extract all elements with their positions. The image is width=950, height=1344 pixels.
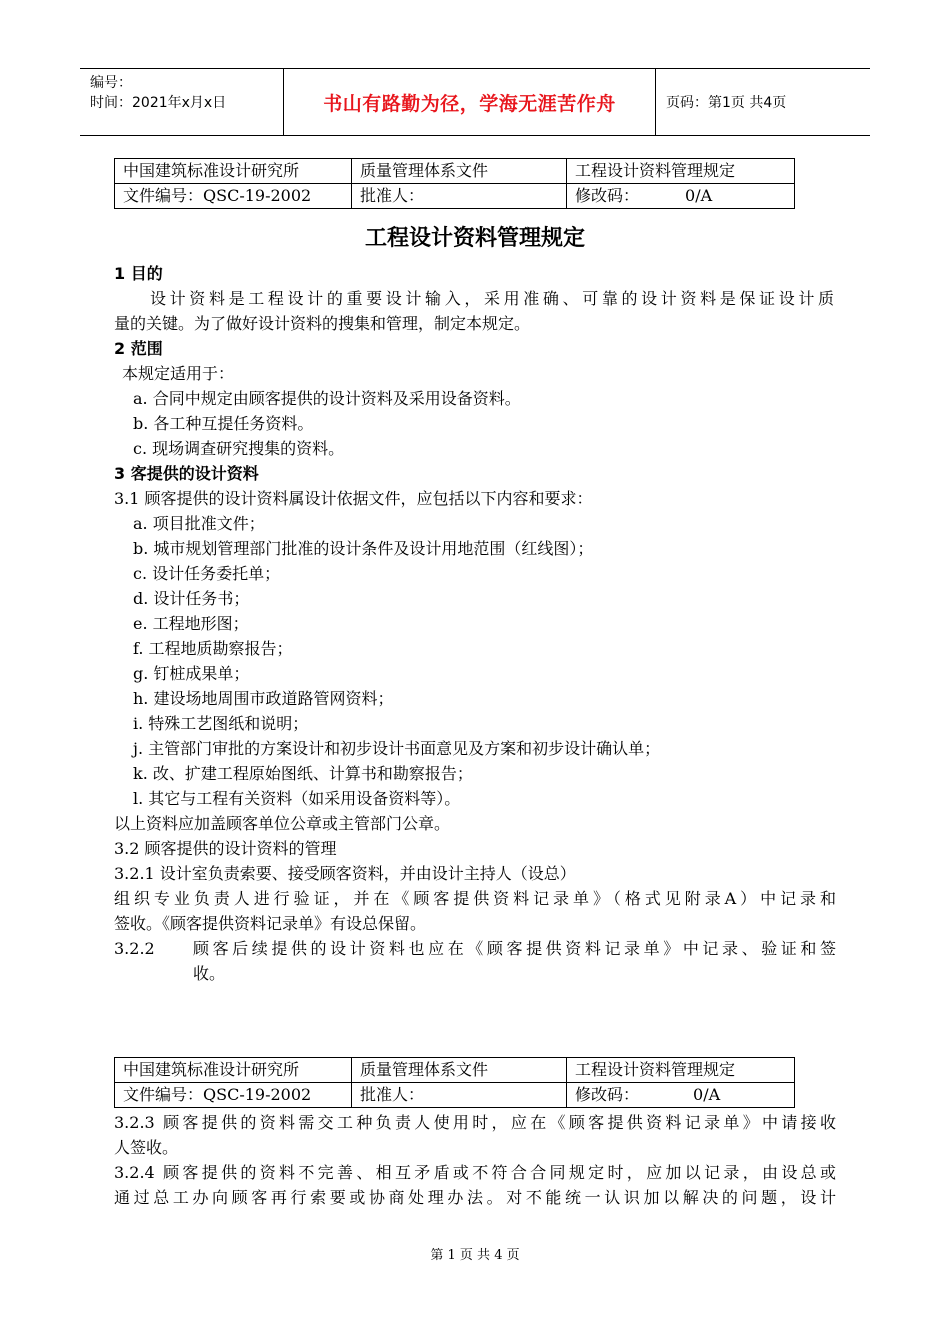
section-heading: 3 客提供的设计资料 — [114, 464, 259, 483]
paragraph-line: 3.2.1 设计室负责索要、接受顾客资料，并由设计主持人（设总） — [114, 864, 576, 883]
doc-number-label: 编号： — [90, 75, 132, 91]
paragraph-line: 3.1 顾客提供的设计资料属设计依据文件，应包括以下内容和要求： — [114, 489, 593, 508]
list-item: c. 设计任务委托单； — [133, 564, 281, 583]
org-cell: 中国建筑标准设计研究所 — [115, 159, 352, 184]
paragraph-line: 人签收。 — [114, 1138, 179, 1157]
list-item: a. 项目批准文件； — [133, 514, 265, 533]
header-divider — [655, 69, 656, 135]
list-item: b. 城市规划管理部门批准的设计条件及设计用地范围（红线图）； — [133, 539, 594, 558]
paragraph-line: 以上资料应加盖顾客单位公章或主管部门公章。 — [114, 814, 451, 833]
system-cell: 质量管理体系文件 — [352, 1058, 567, 1083]
page-footer: 第 1 页 共 4 页 — [430, 1248, 520, 1263]
revision-cell — [567, 1083, 795, 1108]
list-item: j. 主管部门审批的方案设计和初步设计书面意见及方案和初步设计确认单； — [133, 739, 661, 758]
paragraph-line: 收。 — [193, 964, 226, 983]
document-title: 工程设计资料管理规定 — [364, 226, 585, 251]
revision-code: 0/A — [685, 186, 713, 205]
clause-number: 3.2.2 — [114, 939, 155, 958]
list-item: b. 各工种互提任务资料。 — [133, 414, 314, 433]
paragraph-line: 通过总工办向顾客再行索要或协商处理办法。对不能统一认识加以解决的问题，设计 — [114, 1188, 836, 1207]
list-item: h. 建设场地周围市政道路管网资料； — [133, 689, 394, 708]
revision-label: 修改码： — [575, 1085, 640, 1104]
subsection-heading: 3.2 顾客提供的设计资料的管理 — [114, 839, 337, 858]
header-meta — [90, 73, 226, 113]
system-cell: 质量管理体系文件 — [352, 159, 567, 184]
revision-label: 修改码： — [575, 186, 640, 205]
paragraph-line: 3.2.3 顾客提供的资料需交工种负责人使用时，应在《顾客提供资料记录单》中请接收 — [114, 1113, 836, 1132]
list-item: d. 设计任务书； — [133, 589, 250, 608]
list-item: i. 特殊工艺图纸和说明； — [133, 714, 309, 733]
paragraph-line: 顾客后续提供的设计资料也应在《顾客提供资料记录单》中记录、验证和签 — [193, 939, 836, 958]
section-heading: 1 目的 — [114, 264, 163, 283]
revision-code: 0/A — [693, 1085, 721, 1104]
approver-cell: 批准人： — [352, 184, 567, 209]
list-item: k. 改、扩建工程原始图纸、计算书和勘察报告； — [133, 764, 473, 783]
list-item: g. 钉桩成果单； — [133, 664, 250, 683]
file-number-cell: 文件编号：QSC-19-2002 — [115, 1083, 352, 1108]
doc-info-table — [114, 1057, 795, 1108]
revision-cell — [567, 184, 795, 209]
paragraph-line: 签收。《顾客提供资料记录单》有设总保留。 — [114, 914, 427, 933]
approver-cell: 批准人： — [352, 1083, 567, 1108]
doc-info-table — [114, 158, 795, 209]
org-cell: 中国建筑标准设计研究所 — [115, 1058, 352, 1083]
list-item: f. 工程地质勘察报告； — [133, 639, 293, 658]
header-page-info: 页码：第1页 共4页 — [666, 95, 787, 111]
file-number-cell: 文件编号：QSC-19-2002 — [115, 184, 352, 209]
paragraph-line: 组织专业负责人进行验证，并在《顾客提供资料记录单》（格式见附录A）中记录和 — [114, 889, 836, 908]
section-heading: 2 范围 — [114, 339, 163, 358]
time-label: 时间：2021年x月x日 — [90, 95, 227, 111]
paragraph-line: 本规定适用于： — [122, 364, 235, 383]
paragraph-line: 量的关键。为了做好设计资料的搜集和管理，制定本规定。 — [114, 314, 531, 333]
list-item: a. 合同中规定由顾客提供的设计资料及采用设备资料。 — [133, 389, 521, 408]
page-header — [80, 68, 870, 136]
header-slogan: 书山有路勤为径，学海无涯苦作舟 — [323, 92, 616, 115]
doc-name-cell: 工程设计资料管理规定 — [567, 1058, 795, 1083]
list-item: e. 工程地形图； — [133, 614, 249, 633]
paragraph-line: 设计资料是工程设计的重要设计输入，采用准确、可靠的设计资料是保证设计质 — [150, 289, 834, 308]
doc-name-cell: 工程设计资料管理规定 — [567, 159, 795, 184]
paragraph-line: 3.2.4 顾客提供的资料不完善、相互矛盾或不符合合同规定时，应加以记录，由设总或 — [114, 1163, 836, 1182]
list-item: l. 其它与工程有关资料（如采用设备资料等）。 — [133, 789, 461, 808]
list-item: c. 现场调查研究搜集的资料。 — [133, 439, 345, 458]
